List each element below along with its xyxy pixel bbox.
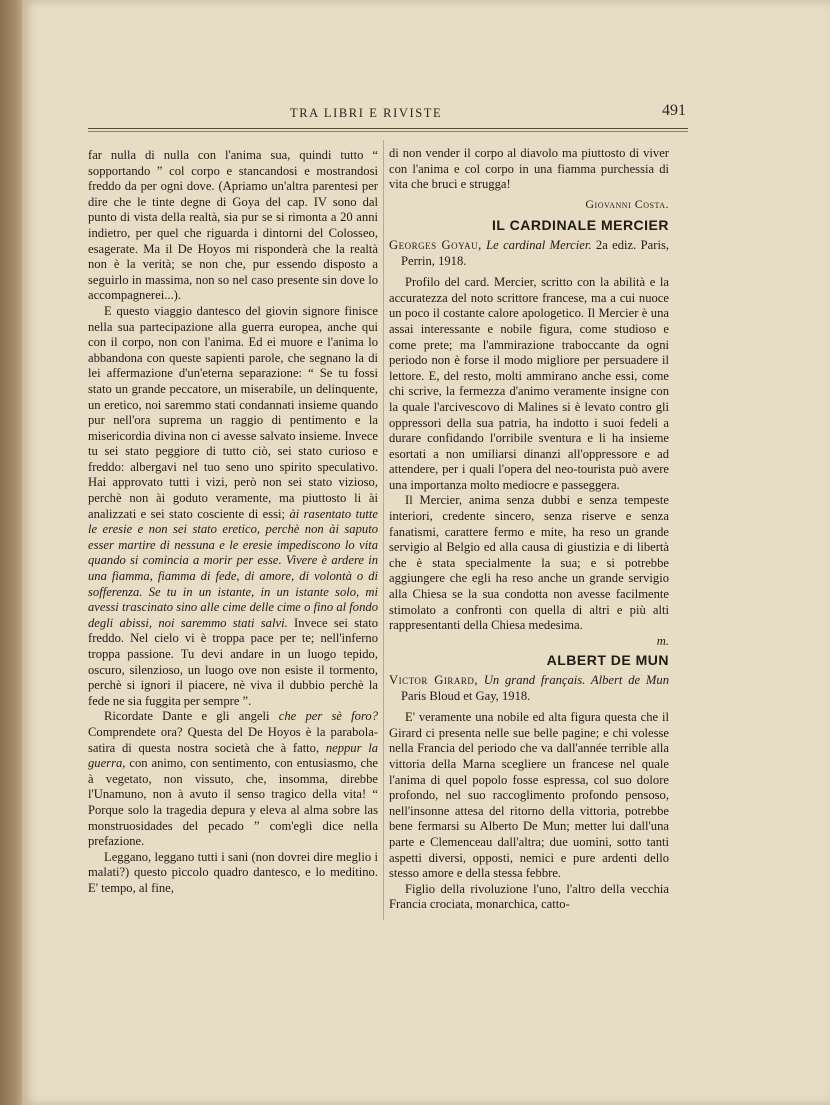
right-column <box>389 146 669 913</box>
citation-details: Paris Bloud et Gay, 1918. <box>401 688 531 703</box>
paragraph: Leggano, leggano tutti i sani (non dovrei dire meglio i malati?) questo piccolo quadro dantesco, e lo meditino. E' tempo, al fine, <box>88 849 378 895</box>
citation-author: Georges Goyau, <box>389 237 482 252</box>
paragraph: Figlio della rivoluzione l'uno, l'altro della vecchia Francia crociata, monarchica, catto- <box>389 881 669 912</box>
section-heading: IL CARDINALE MERCIER <box>492 217 669 234</box>
text-run: Invece sei stato freddo. Nel cielo vi è troppa pace per te; nell'inferno troppa passione. Tu devi andare in un luogo tepido, oscuro, silenzioso, un luogo ove non esiste il tormento, perchè si ignori il piacere, nè viva il dubbio perchè la fede ne sia fuggita per sempre ”. <box>88 615 378 708</box>
signature: Giovanni Costa. <box>585 196 669 211</box>
paragraph: E' veramente una nobile ed alta figura questa che il Girard ci presenta nelle sue belle pagine; e chi volesse nella Francia del periodo che va dall'année terrible alla vittoria della Marna scegliere un francese nel quale l'anima di quel popolo fosse espressa, col suo dolore profondo, nel suo raccoglimento profondo pensoso, nell'insonne attesa del ritorno della vittoria, potrebbe bene fermarsi su Alberto De Mun; metter lui dall'una parte e Clemenceau dall'altra; due uomini, sotto tanti aspetti diversi, opposti, nemici e pure ardenti dello stesso amore e della stessa febbre. <box>389 710 669 881</box>
signature: m. <box>656 633 669 648</box>
citation-title: Le cardinal Mercier. <box>486 237 592 252</box>
italic-quote: neppur la guerra, <box>88 740 378 771</box>
section-heading: ALBERT DE MUN <box>546 652 669 669</box>
citation <box>389 238 669 269</box>
page-header <box>290 102 686 126</box>
left-column <box>88 148 378 897</box>
text-run: con animo, con sentimento, con entusiasmo, che à vegetato, non vissuto, che, insomma, direbbe l'Unamuno, non à avuto il senso tragico della vita! “ Porque solo la tragedia depura y eleva al alma sobre las monstruosidades del pecado ” com'egli dice nella prefazione. <box>88 756 378 849</box>
text-run: Ricordate Dante e gli angeli <box>104 709 279 724</box>
header-rule-secondary <box>88 131 688 132</box>
citation <box>389 673 669 704</box>
page-number: 491 <box>662 102 686 119</box>
citation-author: Victor Girard, <box>389 673 478 687</box>
text-run: Comprendete ora? Questa del De Hoyos è la parabola-satira di questa nostra società che à fatto, <box>88 724 378 755</box>
paragraph <box>88 304 378 709</box>
column-divider <box>383 140 384 920</box>
paragraph <box>88 709 378 849</box>
citation-details: 2a ediz. Paris, Perrin, 1918. <box>401 237 669 268</box>
italic-quote: che per sè foro? <box>278 709 378 724</box>
paragraph: Profilo del card. Mercier, scritto con la abilità e la accuratezza del noto scrittore francese, ma a cui nuoce un poco il costante calore apologetico. Il Mercier è una assai interessante e nobile figura, come studioso e come prete; ma l'ammirazione traboccante da ogni periodo non è forse il modo migliore per persuadere il lettore. E, del resto, molti ammirano anche essi, come chi scrive, la fermezza d'animo veramente insigne con la quale l'arcivescovo di Malines si è levato contro gli oppressori della sua patria, ha indotto i suoi fedeli a durare confidando l'orribile sventura e li ha insieme esortati a non umiliarsi dinanzi all'oppressore e ad attendere, per i quali l'opera del neo-tourista può avere una importanza molto mediocre e passeggera. <box>389 275 669 492</box>
text-run: E questo viaggio dantesco del giovin signore finisce nella sua partecipazione alla guerra europea, anche qui con il corpo, non con l'anima. Ed ei muore e l'anima lo abbandona con queste sapienti parole, che segnano la di lei affermazione d'un'eterna separazione: “ Se tu fossi stato un grande peccatore, un miserabile, un delinquente, un eretico, noi saremmo stati condannati insieme quando pur nell'ora suprema un raggio di pentimento e la misericordia divina non ci avesse salvato insieme. Invece tu sei stato peggiore di tutto ciò, sei stato curioso e freddo: albergavi nel tuo seno uno spirito speculativo. Hai approvato tutti i vizi, però non sei stato vizioso, perchè non ài goduto veramente, ma piuttosto li ài analizzati e sei stato cosciente di essi; <box>88 303 378 521</box>
running-title: TRA LIBRI E RIVISTE <box>290 106 443 120</box>
italic-quote: ài rasentato tutte le eresie e non sei stato eretico, perchè non ài saputo esser martire di nessuna e le eresie impediscono lo vita quando si comincia a morir per esse. Vivere è ardere in una fiamma, fiamma di fede, di amore, di volontà o di sofferenza. Se tu in un istante, in un istante solo, mi avessi trascinato sino alle cime delle cime o fino al fondo degli abissi, noi saremmo stati salvi. <box>88 506 378 630</box>
paragraph: di non vender il corpo al diavolo ma piuttosto di viver con l'anima e col corpo in una fiamma purchessia di vita che bruci e strugga! <box>389 146 669 192</box>
paragraph: far nulla di nulla con l'anima sua, quindi tutto “ sopportando ” col corpo e stancandosi e mostrandosi freddo da per ogni dove. (Apriamo un'altra parentesi per dire che le tinte degne di Goya del cap. IV sono dal punto di vista della realtà, sia pur se si rimonta a 20 anni indietro, per quel che riguarda i dintorni del Colosseo, esagerate. Ma il De Hoyos mi risponderà che la realtà non è la verità; se non che, pur essendo disposto a seguirlo in massima, non so nel caso presente sin dove lo accompagnerei...). <box>88 148 378 303</box>
citation-title: Un grand français. Albert de Mun <box>483 673 669 687</box>
header-rule <box>88 128 688 129</box>
paragraph: Il Mercier, anima senza dubbi e senza tempeste interiori, credente sincero, senza riserve e senza fanatismi, carattere fermo e mite, ha reso un grande servigio al Belgio ed alla causa di giustizia e di libertà che è stata specialmente la sua; e si potrebbe aggiungere che egli ha reso anche un grande servigio alla Chiesa se la sua condotta non avesse facilmente stimolato a confronti con quella di altri e più alti rappresentanti della Chiesa medesima. <box>389 493 669 633</box>
